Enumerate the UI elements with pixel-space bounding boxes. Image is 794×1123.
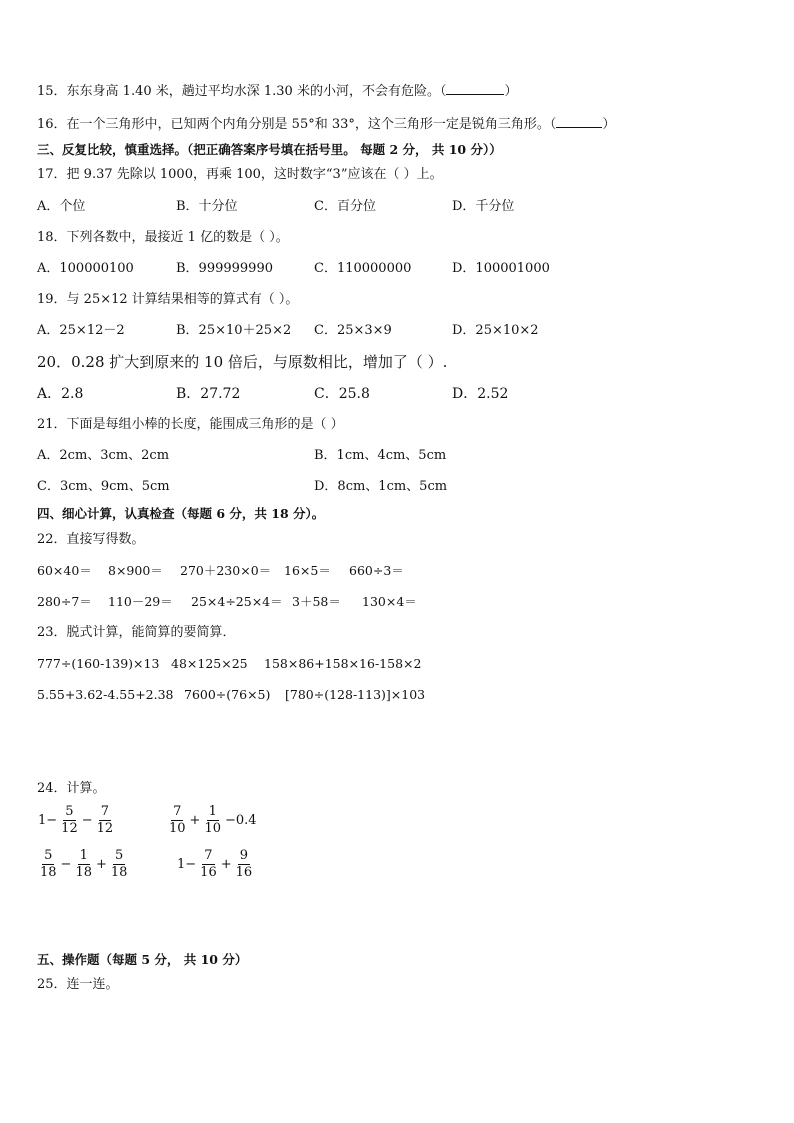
numerator: 7 (173, 804, 182, 819)
q18-option-a[interactable]: A．100000100 (37, 261, 134, 276)
numerator: 5 (65, 804, 74, 819)
q21-option-b[interactable]: B．1cm、4cm、5cm (314, 448, 447, 463)
fraction (73, 848, 94, 881)
question-17-stem: 17．把 9.37 先除以 1000，再乘 100，这时数字“3”应该在（ ）上。 (37, 167, 443, 182)
operator: + (220, 857, 232, 872)
numerator: 7 (204, 848, 213, 863)
operator: − (60, 857, 72, 872)
operator: + (96, 857, 107, 872)
q21-option-d[interactable]: D．8cm、1cm、5cm (314, 479, 448, 494)
question-21-stem: 21．下面是每组小棒的长度，能围成三角形的是（ ） (37, 417, 344, 432)
denominator: 18 (40, 865, 57, 880)
q24-expression-2 (166, 804, 258, 837)
q24-e2-tail: −0.4 (225, 813, 257, 828)
question-16-text: 16．在一个三角形中，已知两个内角分别是 55°和 33°，这个三角形一定是锐角三角形。（ (37, 117, 557, 132)
q22-item: 110－29＝ (108, 594, 173, 609)
answer-blank-15[interactable] (446, 82, 504, 95)
numerator: 5 (115, 848, 124, 863)
q24-e1-lead: 1− (38, 813, 58, 828)
denominator: 12 (96, 821, 114, 836)
question-24-stem: 24．计算。 (37, 781, 106, 796)
fraction (38, 848, 59, 881)
q20-option-b[interactable]: B．27.72 (176, 386, 241, 402)
fraction (198, 848, 219, 881)
q22-item: 280÷7＝ (37, 594, 92, 609)
q19-option-b[interactable]: B．25×10＋25×2 (176, 323, 292, 338)
denominator: 16 (200, 865, 217, 880)
fraction (234, 848, 255, 881)
q22-item: 130×4＝ (362, 594, 417, 609)
q18-option-d[interactable]: D．100001000 (452, 261, 550, 276)
q18-option-b[interactable]: B．999999990 (176, 261, 273, 276)
q22-item: 16×5＝ (284, 563, 331, 578)
q23-item: 777÷(160-139)×13 (37, 656, 160, 671)
answer-blank-16[interactable] (556, 115, 602, 128)
q24-e4-lead: 1− (177, 857, 197, 872)
q19-option-a[interactable]: A．25×12－2 (37, 323, 125, 338)
q23-item: 7600÷(76×5) (184, 687, 271, 702)
denominator: 18 (75, 865, 92, 880)
question-23-stem: 23．脱式计算，能简算的要简算． (37, 625, 236, 640)
denominator: 16 (235, 865, 253, 880)
q23-item: 158×86+158×16-158×2 (264, 656, 422, 671)
numerator: 9 (239, 848, 249, 863)
q22-item: 3＋58＝ (292, 594, 341, 609)
section-4-heading: 四、细心计算，认真检查（每题 6 分，共 18 分）。 (37, 506, 325, 521)
q22-item: 660÷3＝ (349, 563, 404, 578)
q20-option-d[interactable]: D．2.52 (452, 386, 509, 402)
denominator: 18 (110, 865, 128, 880)
question-15-text: 15．东东身高 1.40 米，趟过平均水深 1.30 米的小河，不会有危险。（ (37, 84, 447, 99)
q22-item: 270＋230×0＝ (180, 563, 272, 578)
question-20-stem: 20．0.28 扩大到原来的 10 倍后，与原数相比，增加了（ ）. (37, 353, 448, 371)
q22-item: 60×40＝ (37, 563, 92, 578)
fraction (59, 804, 80, 837)
numerator: 5 (44, 848, 53, 863)
q21-option-a[interactable]: A．2cm、3cm、2cm (37, 448, 170, 463)
denominator: 10 (204, 821, 221, 836)
question-16 (37, 115, 615, 134)
q23-item: 5.55+3.62-4.55+2.38 (37, 687, 174, 702)
operator: − (81, 813, 93, 828)
q20-option-c[interactable]: C．25.8 (314, 386, 370, 402)
question-25-stem: 25．连一连。 (37, 977, 119, 992)
q23-item: 48×125×25 (171, 656, 248, 671)
section-5-heading: 五、操作题（每题 5 分， 共 10 分） (37, 952, 248, 967)
q21-option-c[interactable]: C．3cm、9cm、5cm (37, 479, 170, 494)
q20-option-a[interactable]: A．2.8 (37, 386, 84, 402)
fraction (109, 848, 130, 881)
numerator: 1 (79, 848, 88, 863)
q19-option-d[interactable]: D．25×10×2 (452, 323, 539, 338)
denominator: 10 (169, 821, 186, 836)
q24-expression-1 (37, 804, 116, 837)
operator: + (189, 813, 201, 828)
question-18-stem: 18．下列各数中，最接近 1 亿的数是（ ）。 (37, 230, 289, 245)
q17-option-b[interactable]: B．十分位 (176, 199, 238, 214)
fraction (167, 804, 188, 837)
q17-option-a[interactable]: A．个位 (37, 199, 86, 214)
q23-item: [780÷(128-113)]×103 (285, 687, 426, 702)
q18-option-c[interactable]: C．110000000 (314, 261, 412, 276)
denominator: 12 (61, 821, 78, 836)
q19-option-c[interactable]: C．25×3×9 (314, 323, 392, 338)
question-15-close: ） (504, 84, 518, 99)
q24-expression-3 (37, 848, 130, 881)
question-22-stem: 22．直接写得数。 (37, 532, 145, 547)
section-3-heading: 三、反复比较，慎重选择。（把正确答案序号填在括号里。 每题 2 分， 共 10 分）） (37, 142, 502, 157)
question-19-stem: 19．与 25×12 计算结果相等的算式有（ ）。 (37, 292, 299, 307)
q17-option-d[interactable]: D．千分位 (452, 199, 515, 214)
q22-item: 8×900＝ (108, 563, 163, 578)
numerator: 1 (208, 804, 217, 819)
fraction (202, 804, 223, 837)
numerator: 7 (100, 804, 110, 819)
fraction (95, 804, 116, 837)
question-15 (37, 82, 517, 101)
q17-option-c[interactable]: C．百分位 (314, 199, 376, 214)
q24-expression-4 (176, 848, 255, 881)
q22-item: 25×4÷25×4＝ (191, 594, 283, 609)
question-16-close: ） (602, 117, 616, 132)
